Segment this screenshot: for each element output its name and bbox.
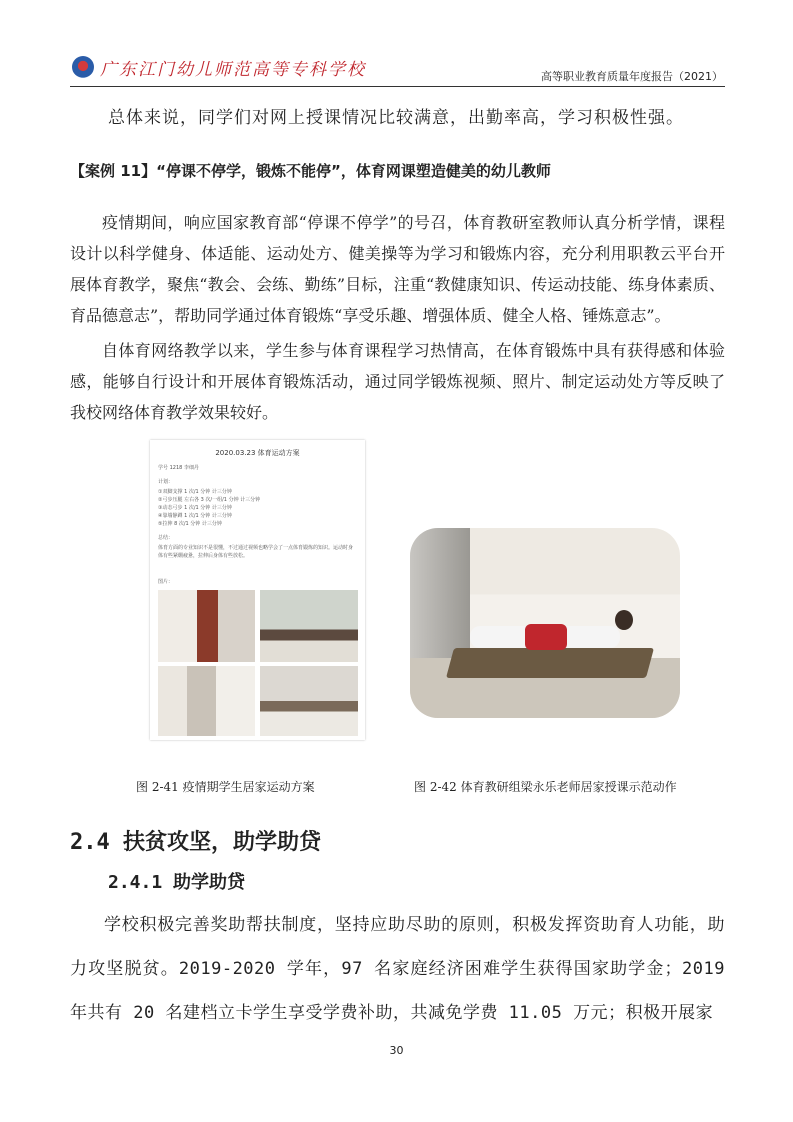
plan-doc-line: ⑤拉伸 8 次/1 分钟 计三分钟	[158, 521, 222, 527]
person-head	[615, 610, 633, 630]
section-paragraph: 学校积极完善奖助帮扶制度，坚持应助尽助的原则，积极发挥资助育人功能，助力攻坚脱贫。2019-2020 学年，97 名家庭经济困难学生获得国家助学金；2019 年共有 20 名建档立卡学生享受学费补助，共减免学费 11.05 万元；积极开展家	[70, 915, 725, 1023]
exercise-mat	[446, 648, 654, 678]
plan-doc-summary: 体育方面的专业知识不是很懂，不过通过视频也略学会了一点体育锻炼的知识。运动时身体有些紧绷疲惫，拉伸后身体有些放松。	[158, 545, 354, 559]
report-title: 高等职业教育质量年度报告（2021）	[541, 70, 723, 83]
plan-doc-line: 计划：	[158, 479, 174, 485]
plan-doc-line: 图片：	[158, 579, 174, 585]
exercise-photo-grid	[158, 590, 358, 736]
figure-caption-right: 图 2-42 体育教研组梁永乐老师居家授课示范动作	[414, 780, 677, 794]
plan-doc-line: 学号 1218 李细丹	[158, 465, 199, 471]
plan-doc-line: ②弓步压腿 左右各 3 次/一组/1 分钟 计三分钟	[158, 497, 261, 503]
subsection-heading: 2.4.1 助学助贷	[108, 872, 246, 893]
plan-doc-title: 2020.03.23 体育运动方案	[215, 449, 300, 457]
intro-text: 总体来说，同学们对网上授课情况比较满意，出勤率高，学习积极性强。	[108, 108, 684, 128]
exercise-photo	[158, 666, 255, 736]
exercise-photo	[158, 590, 255, 662]
person-shorts	[525, 624, 567, 650]
school-logo-icon	[72, 56, 94, 78]
school-name: 广东江门幼儿师范高等专科学校	[100, 60, 366, 80]
page-header	[70, 52, 725, 87]
student-exercise-plan-image	[150, 440, 365, 740]
section-heading: 2.4 扶贫攻坚，助学助贷	[70, 830, 321, 855]
case-title: 【案例 11】“停课不停学，锻炼不能停”，体育网课塑造健美的幼儿教师	[70, 162, 551, 180]
exercise-photo	[260, 590, 358, 662]
curtain	[410, 528, 470, 658]
exercise-photo	[260, 666, 358, 736]
plan-doc-line: 总结：	[158, 535, 174, 541]
figure-caption-left: 图 2-41 疫情期学生居家运动方案	[136, 780, 315, 794]
teacher-plank-photo	[410, 528, 680, 718]
case-paragraph-1: 疫情期间，响应国家教育部“停课不停学”的号召，体育教研室教师认真分析学情，课程设计以科学健身、体适能、运动处方、健美操等为学习和锻炼内容，充分利用职教云平台开展体育教学，聚焦“教会、会练、勤练”目标，注重“教健康知识、传运动技能、练身体素质、育品德意志”，帮助同学通过体育锻炼“享受乐趣、增强体质、健全人格、锤炼意志”。	[70, 213, 725, 325]
case-paragraph-2: 自体育网络教学以来，学生参与体育课程学习热情高，在体育锻炼中具有获得感和体验感，能够自行设计和开展体育锻炼活动，通过同学锻炼视频、照片、制定运动处方等反映了我校网络体育教学效果较好。	[70, 341, 725, 422]
plan-doc-line: ④靠墙静蹲 1 次/1 分钟 计三分钟	[158, 513, 232, 519]
plan-doc-line: ①双脚支撑 1 次/1 分钟 计三分钟	[158, 489, 232, 495]
plan-doc-line: ③动态弓步 1 次/1 分钟 计三分钟	[158, 505, 232, 511]
page-number: 30	[389, 1044, 404, 1057]
